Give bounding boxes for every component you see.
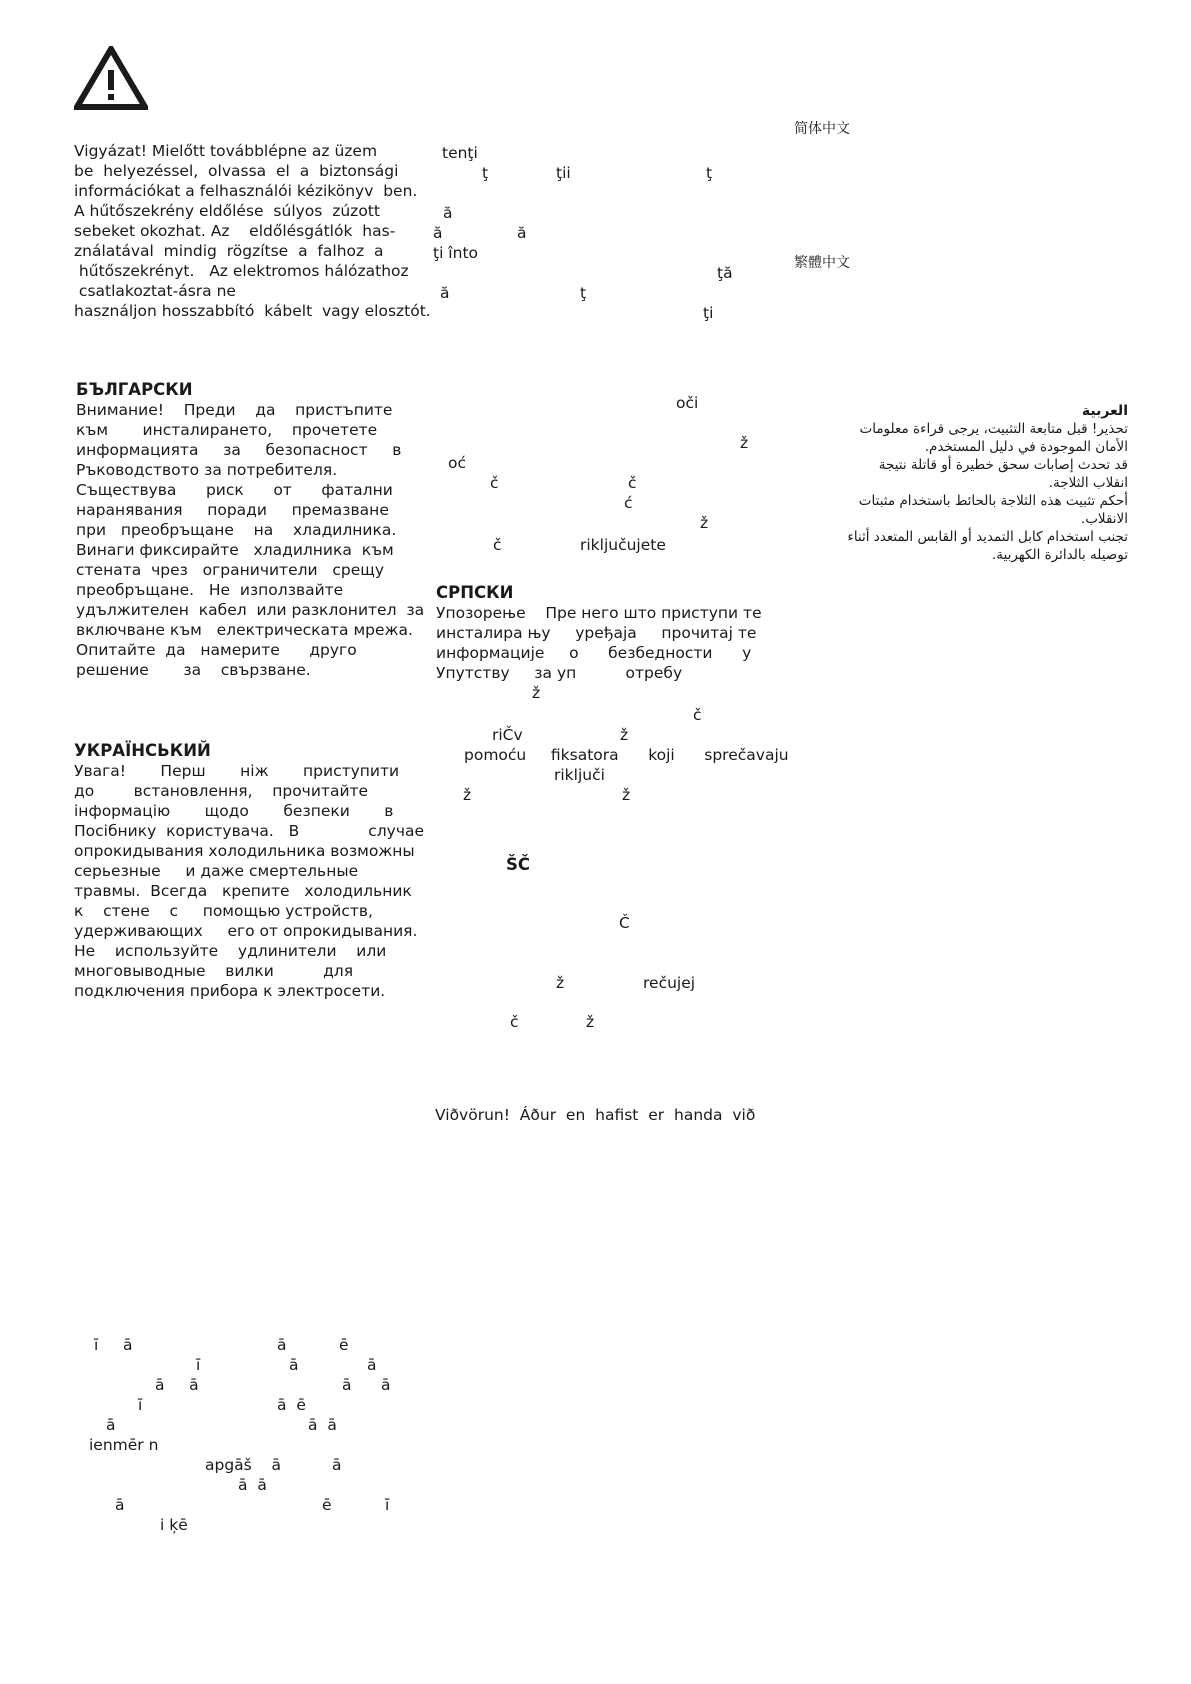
text-fragment: ā (277, 1336, 287, 1354)
text-fragment: ī ā (94, 1336, 133, 1354)
text-line: Винаги фиксирайте хладилника към (76, 541, 394, 559)
section-heading: 繁體中文 (794, 255, 850, 271)
text-fragment: ţ (482, 164, 489, 182)
text-fragment: i ķē (160, 1516, 188, 1534)
text-fragment: ž (740, 434, 749, 452)
text-line: Ръководството за потребителя. (76, 461, 338, 479)
text-fragment: ienmēr n (89, 1436, 159, 1454)
arabic-block (788, 402, 1128, 564)
text-line: подключения прибора к электросети. (74, 982, 386, 1000)
text-line: преобръщане. Не използвайте (76, 581, 344, 599)
text-fragment: ā ā (342, 1376, 391, 1394)
text-fragment: ī (196, 1356, 201, 1374)
warning-triangle-icon (74, 46, 148, 110)
text-line: към инсталирането, прочетете (76, 421, 378, 439)
text-line: Увага! Перш ніж приступити (74, 762, 400, 780)
text-line: інформацію щодо безпеки в (74, 802, 394, 820)
text-fragment: oči (676, 394, 699, 412)
text-line: удължителен кабел или разклонител за (76, 601, 425, 619)
text-fragment: ā (367, 1356, 377, 1374)
text-fragment: ž (556, 974, 565, 992)
text-line: при преобръщане на хладилника. (76, 521, 397, 539)
text-fragment: ā (106, 1416, 116, 1434)
text-line: hűtőszekrényt. Az elektromos hálózathoz (74, 262, 409, 280)
text-fragment: ž (586, 1013, 595, 1031)
text-fragment: ī (385, 1496, 390, 1514)
text-line: серьезные и даже смертельные (74, 862, 359, 880)
text-fragment: ţi (703, 304, 714, 322)
text-line: be helyezéssel, olvassa el a biztonsági (74, 162, 399, 180)
text-line: تحذير! قبل متابعة التثبيت، يرجى قراءة معلومات (859, 421, 1128, 437)
text-line: الانقلاب. (1080, 511, 1128, 527)
text-line: к стене с помощью устройств, (74, 902, 373, 920)
section-heading: УКРАЇНСЬКИЙ (74, 741, 211, 760)
text-fragment: ţ (580, 284, 587, 302)
text-line: أحكم تثبيت هذه الثلاجة بالحائط باستخدام مثبتات (858, 493, 1128, 509)
text-line: Vigyázat! Mielőtt továbblépne az üzem (74, 142, 378, 160)
text-line: توصيله بالدائرة الكهربية. (991, 547, 1128, 563)
text-fragment: ž (620, 726, 629, 744)
text-line: Упозорење Пре него што приступи те (436, 604, 762, 622)
text-line: A hűtőszekrény eldőlése súlyos zúzott (74, 202, 380, 220)
text-fragment: č (628, 474, 637, 492)
text-line: الأمان الموجودة في دليل المستخدم. (924, 439, 1128, 455)
text-fragment: riključujete (580, 536, 666, 554)
text-fragment: ā ā (238, 1476, 267, 1494)
text-fragment: ē (322, 1496, 332, 1514)
text-fragment: tenţi (442, 144, 478, 162)
text-line: многовыводные вилки для (74, 962, 354, 980)
text-fragment: ē (339, 1336, 349, 1354)
text-fragment: ţii (556, 164, 571, 182)
text-fragment: ž (622, 786, 631, 804)
text-fragment: č (510, 1013, 519, 1031)
text-line: Опитайте да намерите друго (76, 641, 357, 659)
section-heading: العربية (1081, 403, 1128, 419)
text-line: информацията за безопасност в (76, 441, 402, 459)
text-fragment: č (693, 706, 702, 724)
text-fragment: Č (619, 914, 630, 932)
text-line: Viðvörun! Áður en hafist er handa við (435, 1106, 756, 1124)
text-line: Внимание! Преди да пристъпите (76, 401, 393, 419)
text-line: информације о безбедности у (436, 644, 752, 662)
text-fragment: č (493, 536, 502, 554)
text-fragment: č (490, 474, 499, 492)
text-line: قد تحدث إصابات سحق خطيرة أو قاتلة نتيجة (878, 457, 1128, 473)
text-line: ználatával mindig rögzítse a falhoz a (74, 242, 384, 260)
text-fragment: ī (138, 1396, 143, 1414)
text-line: удерживающих его от опрокидывания. (74, 922, 418, 940)
text-line: használjon hosszabbító kábelt vagy elosztót. (74, 302, 431, 320)
text-fragment: oć (448, 454, 467, 472)
text-line: решение за свързване. (76, 661, 311, 679)
text-fragment: rečujej (643, 974, 696, 992)
text-fragment: ā (289, 1356, 299, 1374)
text-fragment: ā (115, 1496, 125, 1514)
text-fragment: ă (517, 224, 527, 242)
text-fragment: riključi (554, 766, 605, 784)
text-fragment: ă (443, 204, 453, 222)
section-heading: СРПСКИ (436, 583, 514, 602)
section-heading: 简体中文 (794, 121, 850, 137)
text-line: стената чрез ограничители срещу (76, 561, 385, 579)
text-fragment: ă (440, 284, 450, 302)
text-fragment: ţi înto (433, 244, 479, 262)
text-line: до встановлення, прочитайте (74, 782, 369, 800)
text-line: تجنب استخدام كابل التمديد أو القابس المتعدد أثناء (847, 529, 1128, 545)
text-line: انقلاب الثلاجة. (1048, 475, 1128, 491)
text-line: опрокидывания холодильника возможны (74, 842, 415, 860)
text-fragment: ž (700, 514, 709, 532)
text-line: Посібнику користувача. В случае (74, 822, 425, 840)
text-fragment: pomoću fiksatora koji sprečavaju (464, 746, 789, 764)
text-line: включване към електрическата мрежа. (76, 621, 413, 639)
text-fragment: ă (433, 224, 443, 242)
text-line: травмы. Всегда крепите холодильник (74, 882, 412, 900)
section-heading: ŠČ (506, 855, 530, 874)
text-line: információkat a felhasználói kézikönyv ben. (74, 182, 418, 200)
section-heading: БЪЛГАРСКИ (76, 380, 193, 399)
text-fragment: ā ā (308, 1416, 337, 1434)
text-fragment: ţ (706, 164, 713, 182)
text-line: csatlakoztat-ásra ne (74, 282, 236, 300)
text-fragment: apgāš ā (205, 1456, 281, 1474)
text-fragment: ā ē (277, 1396, 306, 1414)
text-fragment: riČv (492, 726, 523, 744)
text-line: инсталира њу уређаја прочитај те (436, 624, 757, 642)
text-fragment: ā (332, 1456, 342, 1474)
text-line: Не используйте удлинители или (74, 942, 387, 960)
text-line: Съществува риск от фатални (76, 481, 393, 499)
text-fragment: ţă (717, 264, 733, 282)
text-fragment: ā ā (155, 1376, 199, 1394)
text-fragment: ć (624, 494, 633, 512)
text-line: Упутству за уп отребу (436, 664, 683, 682)
text-fragment: ž (532, 684, 541, 702)
text-line: наранявания поради премазване (76, 501, 389, 519)
text-line: sebeket okozhat. Az eldőlésgátlók has- (74, 222, 396, 240)
text-fragment: ž (463, 786, 472, 804)
